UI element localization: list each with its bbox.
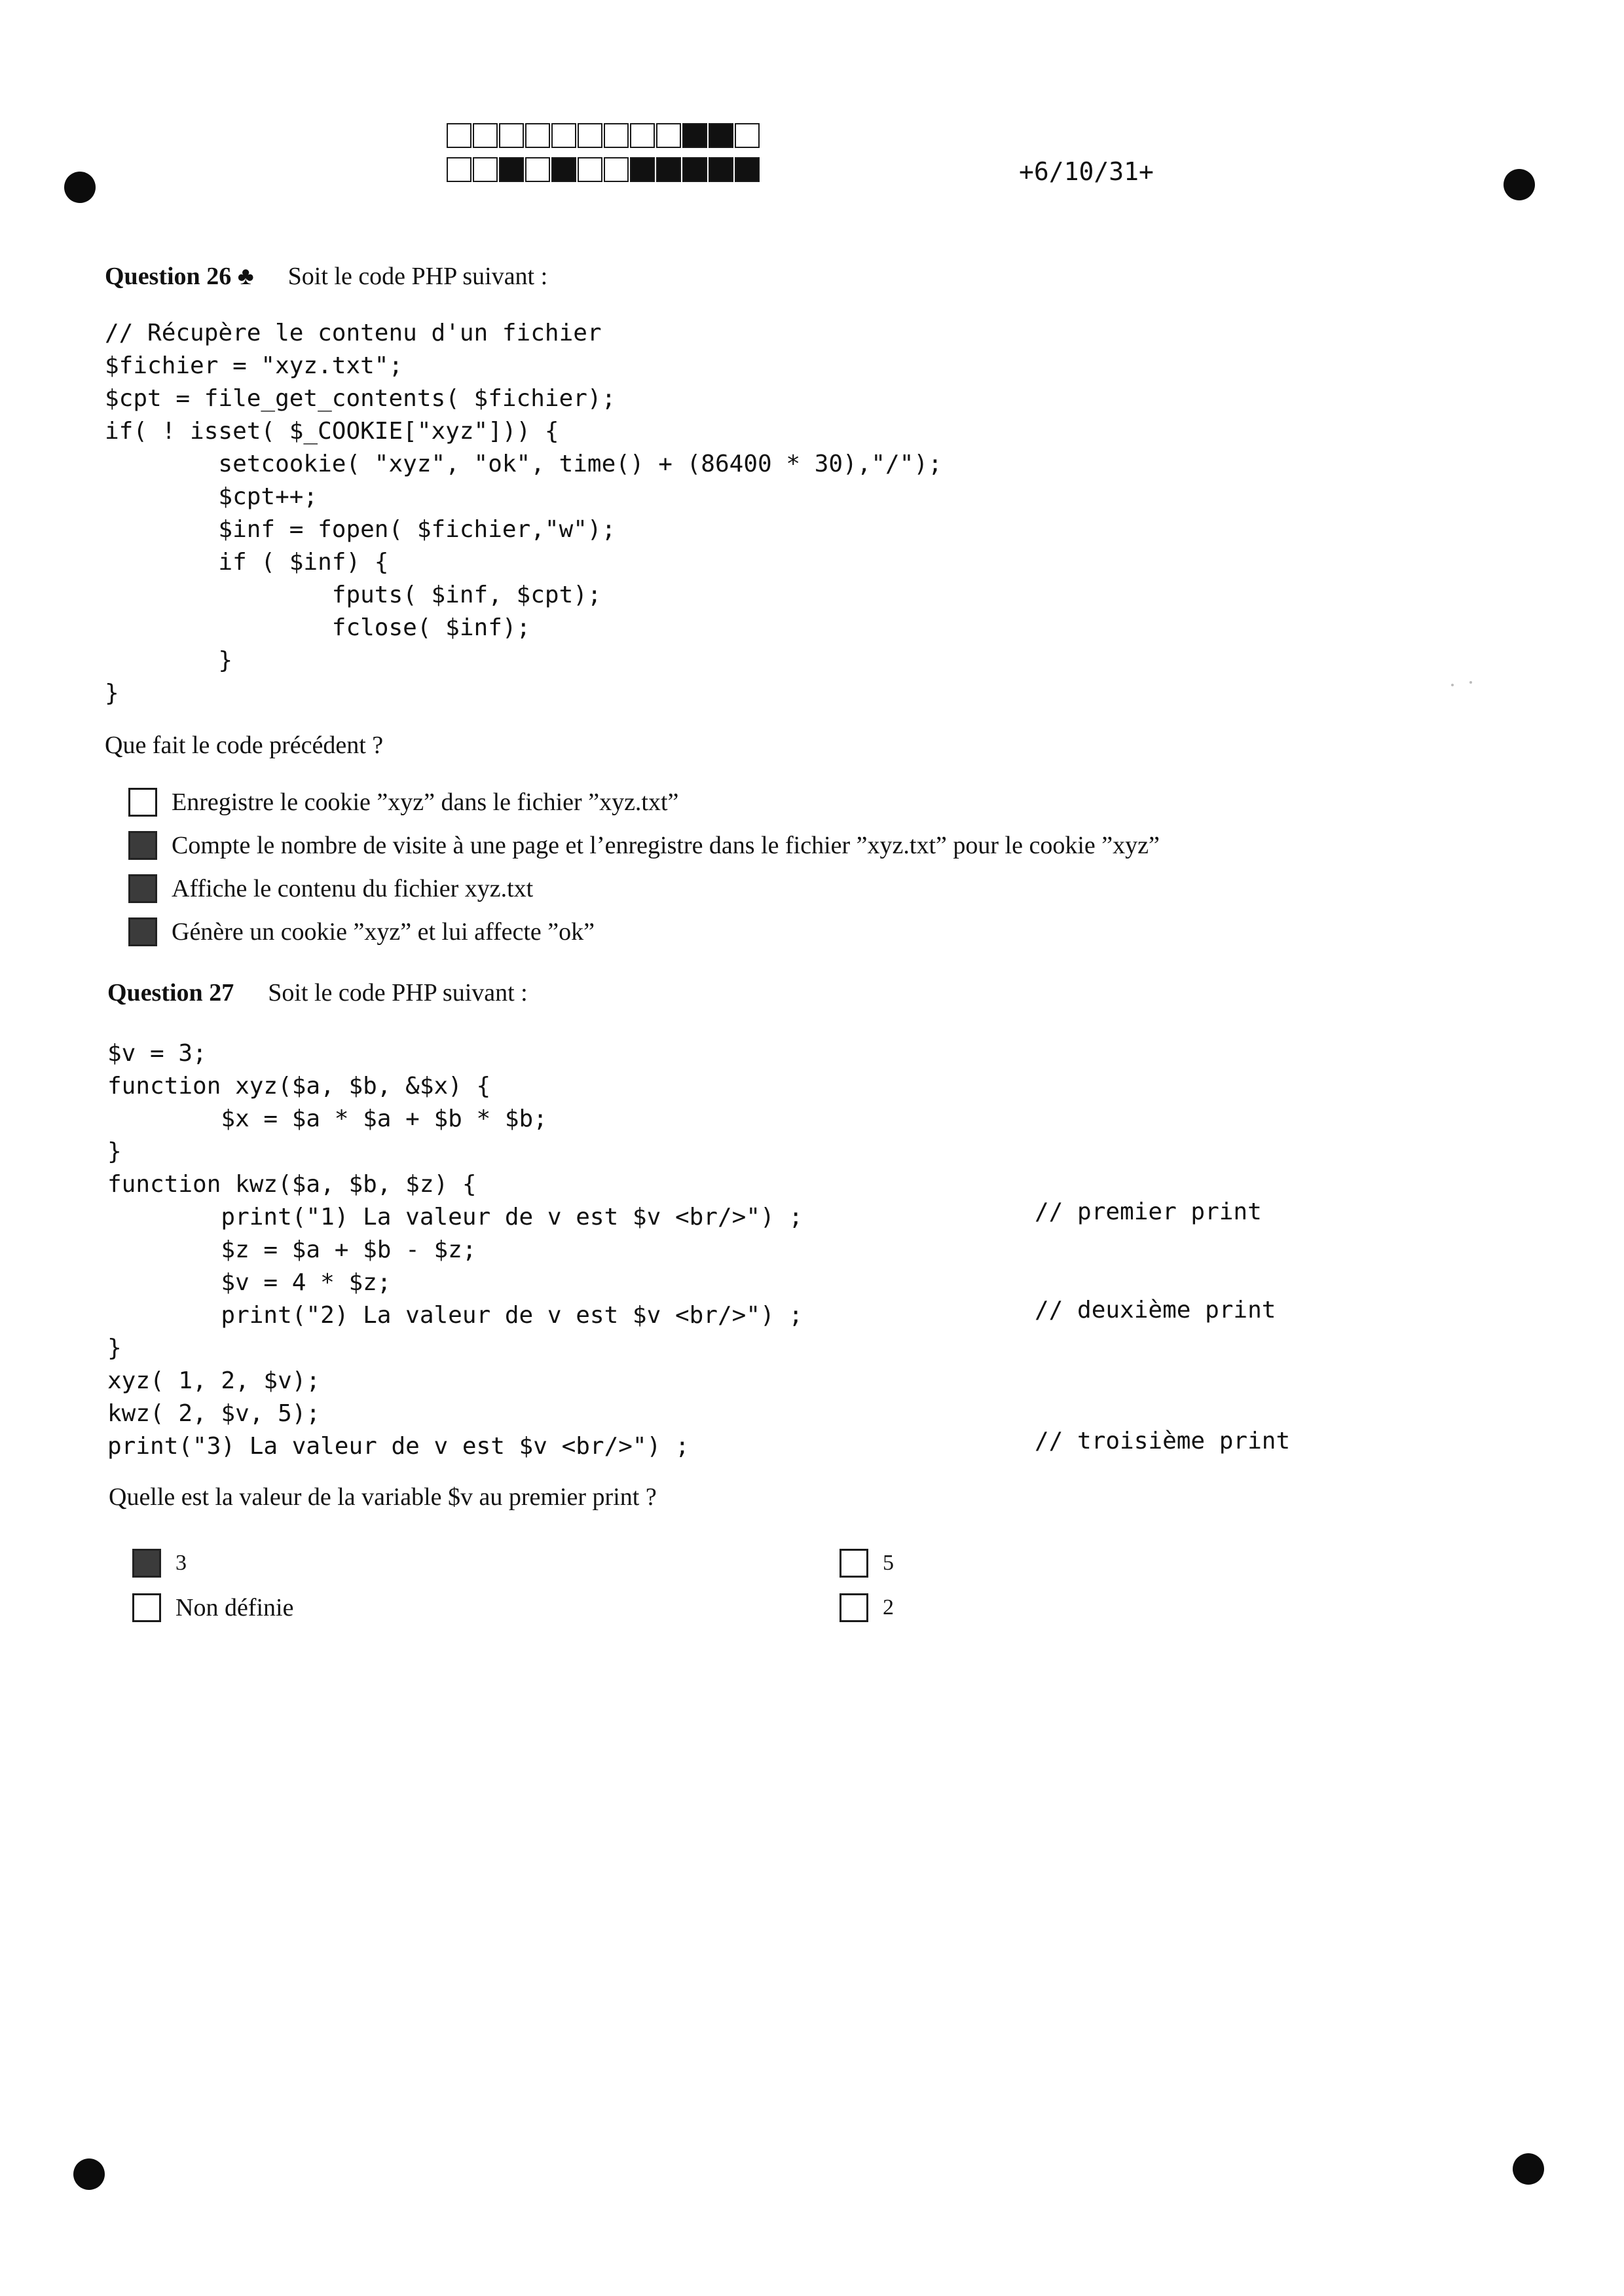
- barcode-cell: [630, 123, 655, 148]
- answer-label: Compte le nombre de visite à une page et l’enregistre dans le fichier ”xyz.txt” pour le cookie ”xyz”: [172, 832, 1160, 859]
- barcode-cell: [447, 123, 471, 148]
- q27-answer-3[interactable]: [132, 1547, 187, 1580]
- q27-answer-2[interactable]: [840, 1591, 894, 1624]
- barcode-cell: [656, 157, 681, 182]
- barcode-cell: [473, 123, 498, 148]
- barcode-cell: [499, 123, 524, 148]
- answer-label: 2: [883, 1595, 894, 1620]
- question-27-intro: Soit le code PHP suivant :: [268, 979, 528, 1007]
- q27-answer-non-definie[interactable]: [132, 1591, 293, 1624]
- barcode-cell: [551, 157, 576, 182]
- question-26-title: [105, 262, 547, 291]
- answer-label: Génère un cookie ”xyz” et lui affecte ”ok”: [172, 918, 595, 946]
- barcode-cell: [473, 157, 498, 182]
- comment-premier-print: // premier print: [1035, 1198, 1262, 1225]
- scan-speck: [1451, 684, 1454, 686]
- page-barcode: [447, 123, 761, 189]
- q26-answer-4[interactable]: [128, 916, 595, 948]
- barcode-cell: [682, 123, 707, 148]
- scan-speck: [1469, 681, 1472, 684]
- question-26-label: Question 26 ♣: [105, 263, 254, 290]
- answer-label: 3: [175, 1551, 187, 1575]
- barcode-cell: [551, 123, 576, 148]
- checkbox[interactable]: [132, 1549, 161, 1578]
- club-icon: ♣: [237, 263, 254, 290]
- registration-mark-top-left: [64, 172, 96, 203]
- checkbox[interactable]: [132, 1593, 161, 1622]
- question-26-intro: Soit le code PHP suivant :: [287, 263, 548, 290]
- q26-answer-2[interactable]: [128, 829, 1160, 862]
- barcode-cell: [656, 123, 681, 148]
- q27-answer-5[interactable]: [840, 1547, 894, 1580]
- registration-mark-bottom-left: [73, 2158, 105, 2190]
- question-27-label: Question 27: [107, 979, 234, 1007]
- checkbox[interactable]: [128, 788, 157, 817]
- checkbox[interactable]: [128, 874, 157, 903]
- checkbox[interactable]: [840, 1549, 868, 1578]
- question-27-title: [107, 978, 528, 1007]
- q26-answer-1[interactable]: [128, 786, 678, 819]
- barcode-cell: [525, 123, 550, 148]
- answer-label: Non définie: [175, 1594, 294, 1621]
- barcode-cell: [735, 157, 760, 182]
- barcode-cell: [709, 123, 733, 148]
- checkbox[interactable]: [128, 917, 157, 946]
- q26-answer-3[interactable]: [128, 872, 533, 905]
- page-id: +6/10/31+: [1019, 157, 1154, 186]
- question-26-prompt: Que fait le code précédent ?: [105, 731, 384, 759]
- checkbox[interactable]: [128, 831, 157, 860]
- answer-label: Affiche le contenu du fichier xyz.txt: [172, 875, 534, 902]
- barcode-cell: [447, 157, 471, 182]
- barcode-cell: [578, 157, 602, 182]
- barcode-cell: [499, 157, 524, 182]
- comment-troisieme-print: // troisième print: [1035, 1428, 1291, 1454]
- barcode-cell: [604, 157, 629, 182]
- barcode-cell: [682, 157, 707, 182]
- question-27-code: $v = 3; function xyz($a, $b, &$x) { $x = $a * $a + $b * $b; } function kwz($a, $b, $z) { print("1) La valeur de v est $v <br/>") ; $z = $a + $b - $z; $v = 4 * $z; print("2) La valeur de v est $v <br/>") ; } xyz( 1, 2, $v); kwz( 2, $v, 5); print("3) La valeur de v est $v <br/>") ;: [107, 1040, 803, 1460]
- barcode-cell: [630, 157, 655, 182]
- barcode-cell: [525, 157, 550, 182]
- barcode-cell: [735, 123, 760, 148]
- question-27-prompt: Quelle est la valeur de la variable $v au premier print ?: [109, 1483, 657, 1511]
- barcode-cell: [709, 157, 733, 182]
- checkbox[interactable]: [840, 1593, 868, 1622]
- answer-label: 5: [883, 1551, 894, 1575]
- comment-deuxieme-print: // deuxième print: [1035, 1297, 1276, 1324]
- registration-mark-top-right: [1504, 169, 1535, 200]
- barcode-cell: [578, 123, 602, 148]
- registration-mark-bottom-right: [1513, 2153, 1544, 2185]
- question-26-code: // Récupère le contenu d'un fichier $fichier = "xyz.txt"; $cpt = file_get_contents( $fichier); if( ! isset( $_COOKIE["xyz"])) { setcookie( "xyz", "ok", time() + (86400 * 30),"/"); $cpt++; $inf = fopen( $fichier,"w"); if ( $inf) { fputs( $inf, $cpt); fclose( $inf); } }: [105, 320, 942, 707]
- barcode-cell: [604, 123, 629, 148]
- answer-label: Enregistre le cookie ”xyz” dans le fichier ”xyz.txt”: [172, 788, 679, 816]
